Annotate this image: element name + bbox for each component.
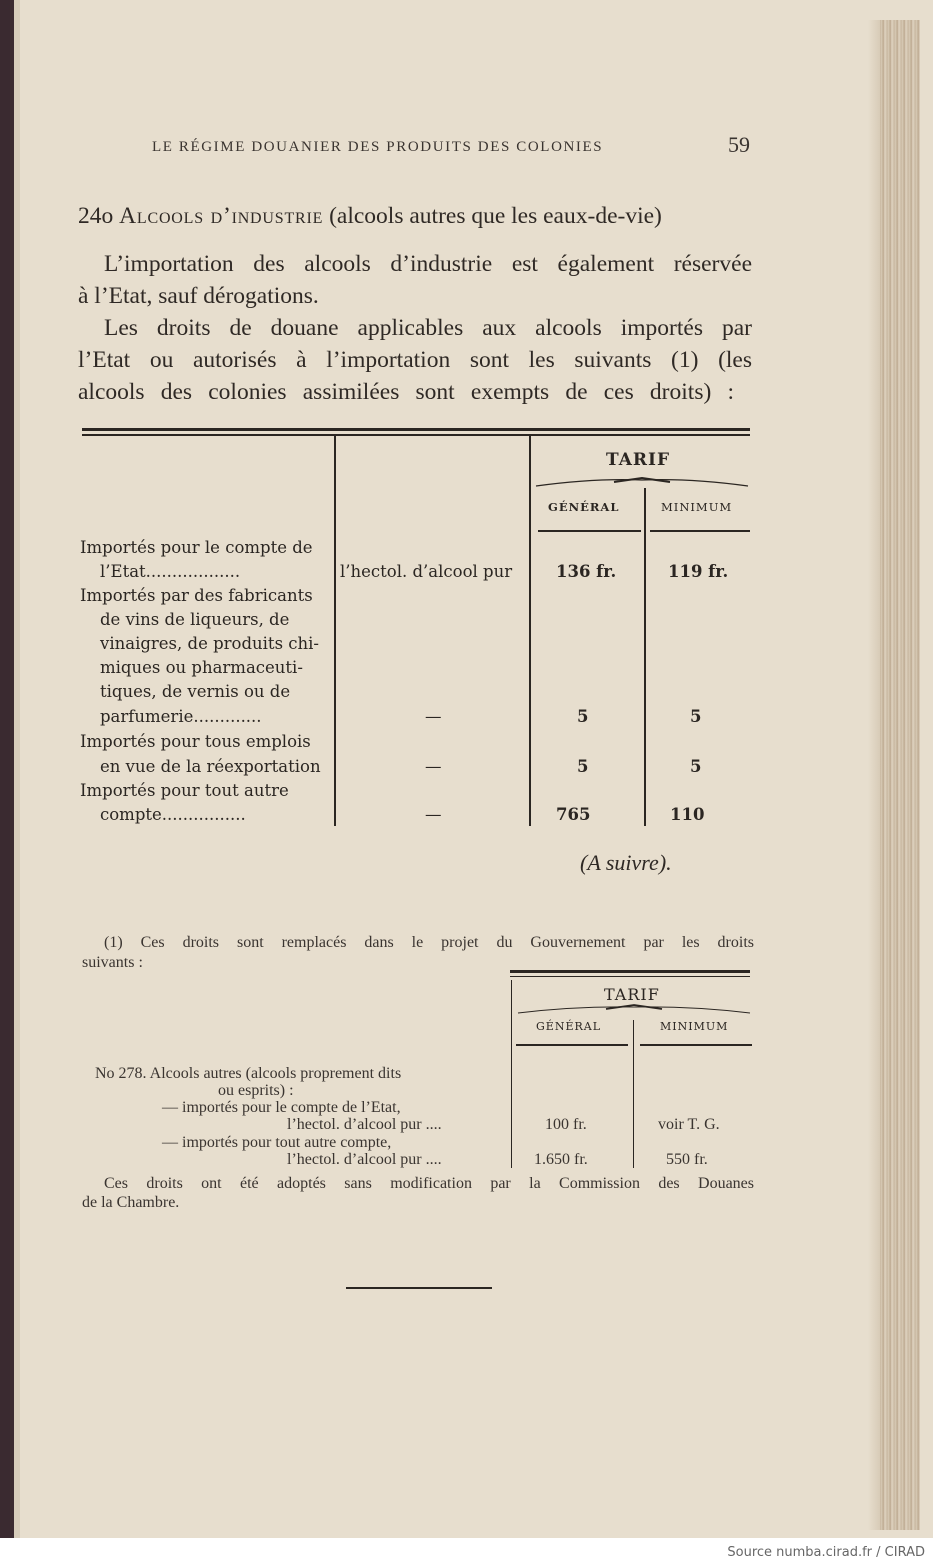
footnote-column-rule — [640, 1044, 752, 1046]
row-label-line: compte................ — [100, 805, 246, 824]
row-minimum-value: 119 fr. — [668, 562, 729, 581]
footnote-item: ou esprits) : — [218, 1082, 294, 1099]
table-column-divider — [644, 488, 646, 826]
row-label-line: Importés pour le compte de — [80, 538, 313, 557]
row-general-value: 5 — [577, 757, 589, 776]
footnote-subitem: — importés pour le compte de l’Etat, — [162, 1099, 401, 1116]
running-title: LE RÉGIME DOUANIER DES PRODUITS DES COLONIES — [152, 139, 604, 155]
footnote-general-value: 100 fr. — [545, 1116, 587, 1133]
footnote-tarif-brace — [516, 1004, 752, 1016]
table-column-divider — [529, 436, 531, 826]
column-header-general: GÉNÉRAL — [548, 500, 620, 514]
row-label-line: miques ou pharmaceuti- — [100, 658, 303, 677]
row-unit: — — [425, 757, 442, 776]
row-label-line: vinaigres, de produits chi- — [100, 634, 319, 653]
column-header-rule — [538, 530, 641, 532]
footnote-column-divider — [511, 980, 512, 1168]
row-label-line: l’Etat.................. — [100, 562, 241, 581]
footnote-item: No 278. Alcools autres (alcools proprement dits — [95, 1065, 402, 1082]
footnote-subitem: l’hectol. d’alcool pur .... — [287, 1151, 442, 1168]
footnote-closing: Ces droits ont été adoptés sans modification par la Commission des Douanes — [104, 1175, 754, 1192]
section-subtitle: (alcools autres que les eaux-de-vie) — [329, 203, 662, 229]
section-title: Alcools d’industrie — [119, 203, 324, 229]
row-unit: — — [425, 805, 442, 824]
section-number: 24o — [78, 203, 114, 229]
row-general-value: 136 fr. — [556, 562, 617, 581]
tarif-brace — [534, 476, 750, 490]
row-minimum-value: 5 — [690, 757, 702, 776]
row-label-line: parfumerie............. — [100, 707, 262, 726]
section-heading — [78, 203, 662, 230]
footnote-table-rule — [510, 970, 750, 973]
table-top-rule-thin — [82, 434, 750, 436]
page-margin-edge — [14, 0, 20, 1538]
footnote-line: (1) Ces droits sont remplacés dans le projet du Gouvernement par les droits — [104, 934, 754, 951]
footnote-line: suivants : — [82, 954, 143, 971]
paragraph-line: L’importation des alcools d’industrie est également réservée — [104, 251, 752, 277]
page-number: 59 — [728, 132, 750, 157]
footnote-column-divider — [633, 1020, 634, 1168]
table-top-rule — [82, 428, 750, 431]
footnote-column-rule — [516, 1044, 628, 1046]
footnote-minimum-value: voir T. G. — [658, 1116, 720, 1133]
paragraph-line: alcools des colonies assimilées sont exempts de ces droits) : — [78, 379, 734, 405]
row-general-value: 5 — [577, 707, 589, 726]
footnote-minimum-value: 550 fr. — [666, 1151, 708, 1168]
row-unit: l’hectol. d’alcool pur — [340, 562, 513, 581]
row-label-line: en vue de la réexportation — [100, 757, 321, 776]
row-label-line: de vins de liqueurs, de — [100, 610, 290, 629]
footnote-table-rule-thin — [510, 976, 750, 977]
row-label-line: Importés pour tout autre — [80, 781, 289, 800]
row-label-line: Importés pour tous emplois — [80, 732, 311, 751]
paragraph-line: Les droits de douane applicables aux alcools importés par — [104, 315, 752, 341]
tarif-header: TARIF — [606, 450, 671, 470]
footnote-column-general: GÉNÉRAL — [536, 1020, 602, 1033]
end-rule — [346, 1287, 492, 1289]
source-credit: Source numba.cirad.fr / CIRAD — [727, 1545, 925, 1560]
table-column-divider — [334, 436, 336, 826]
paragraph-line: à l’Etat, sauf dérogations. — [78, 283, 319, 309]
row-unit: — — [425, 707, 442, 726]
footnote-subitem: l’hectol. d’alcool pur .... — [287, 1116, 442, 1133]
row-general-value: 765 — [556, 805, 591, 824]
row-minimum-value: 110 — [670, 805, 705, 824]
page-stack-edge — [880, 20, 920, 1530]
footnote-column-minimum: MINIMUM — [660, 1020, 729, 1033]
column-header-rule — [650, 530, 750, 532]
footnote-general-value: 1.650 fr. — [534, 1151, 588, 1168]
binding-edge — [0, 0, 14, 1538]
row-minimum-value: 5 — [690, 707, 702, 726]
row-label-line: tiques, de vernis ou de — [100, 682, 291, 701]
column-header-minimum: MINIMUM — [661, 500, 733, 514]
paragraph-line: l’Etat ou autorisés à l’importation sont les suivants (1) (les — [78, 347, 752, 373]
to-be-continued: (A suivre). — [580, 850, 672, 875]
footnote-closing: de la Chambre. — [82, 1194, 180, 1211]
footnote-tarif-header: TARIF — [604, 985, 660, 1004]
footnote-subitem: — importés pour tout autre compte, — [162, 1134, 392, 1151]
row-label-line: Importés par des fabricants — [80, 586, 313, 605]
